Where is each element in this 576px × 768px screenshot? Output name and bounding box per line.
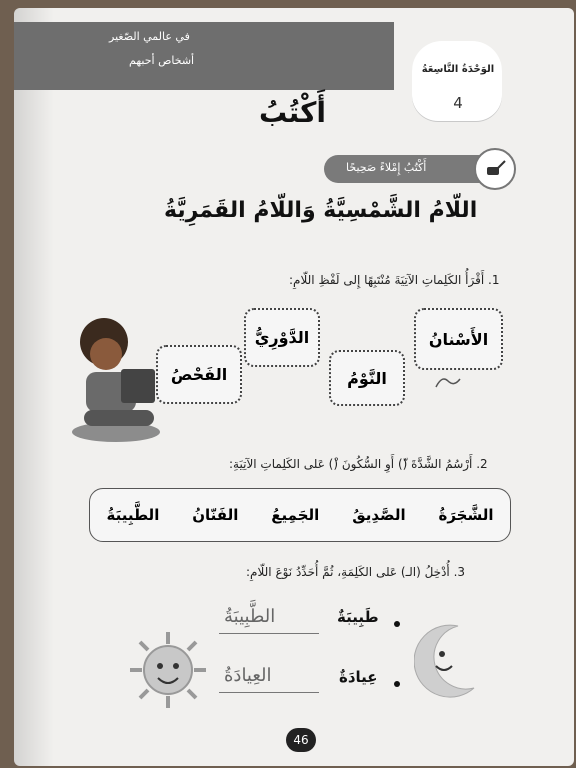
lesson-title: اللّامُ الشَّمْسِيَّةُ وَاللّامُ القَمَرِيَّةُ [164,198,478,223]
word-box-1: الأَسْنانُ [414,308,503,370]
word-2: الفَنّانُ [192,506,239,524]
item-word-1: طَبِيبَةٌ [337,608,379,626]
q1-instruction: 1. أَقْرَأُ الكَلِماتِ الآتِيَةَ مُنْتَبِهًا إِلى لَفْظِ اللّامِ: [289,273,500,287]
theme-title: أشخاص أحبهم [129,54,195,67]
word-1: الطَّبِيبَةُ [106,506,160,524]
answer-line-1 [219,633,319,634]
series-title: في عالمي الصّغير [109,30,190,43]
word-4: الصَّدِيقُ [352,506,406,524]
item-word-2: عِيادَةٌ [339,668,378,686]
workbook-page [14,8,574,766]
word-3: الجَمِيعُ [271,506,320,524]
handwritten-answer-1: الطَّبِيبَةُ [224,606,276,627]
words-row [89,488,511,542]
handwritten-answer-2: العِيادَةُ [224,665,272,686]
sun-icon [128,630,208,710]
word-box-3: النَّوْمُ [329,350,405,406]
header-band [14,22,394,90]
reading-boy-illustration [66,314,166,444]
word-box-4: الفَحْصُ [156,345,242,404]
word-box-2: الدَّوْرِيُّ [244,308,320,367]
moon-icon [414,618,484,698]
bullet-1 [394,621,400,627]
unit-label: الوَحْدَةُ التَّاسِعَةُ [421,64,495,75]
bullet-2 [394,681,400,687]
writing-hand-icon [474,148,516,190]
q2-instruction: 2. أَرْسُمُ الشَّدَّةَ (ّ) أَوِ السُّكُونَ (ْ) عَلى الكَلِماتِ الآتِيَةِ: [229,457,488,471]
q3-instruction: 3. أُدْخِلُ (الـ) عَلى الكَلِمَةِ، ثُمَّ أُحَدِّدُ نَوْعَ اللّامِ: [246,565,466,579]
unit-number: 4 [453,94,463,112]
page-number: 46 [286,728,316,752]
word-5: الشَّجَرَةُ [438,506,494,524]
answer-line-2 [219,692,319,693]
section-label: أَكْتُبُ إِمْلاءً صَحِيحًا [346,161,427,174]
page-title: أَكْتُبُ [259,96,326,129]
pencil-scribble [434,373,462,391]
